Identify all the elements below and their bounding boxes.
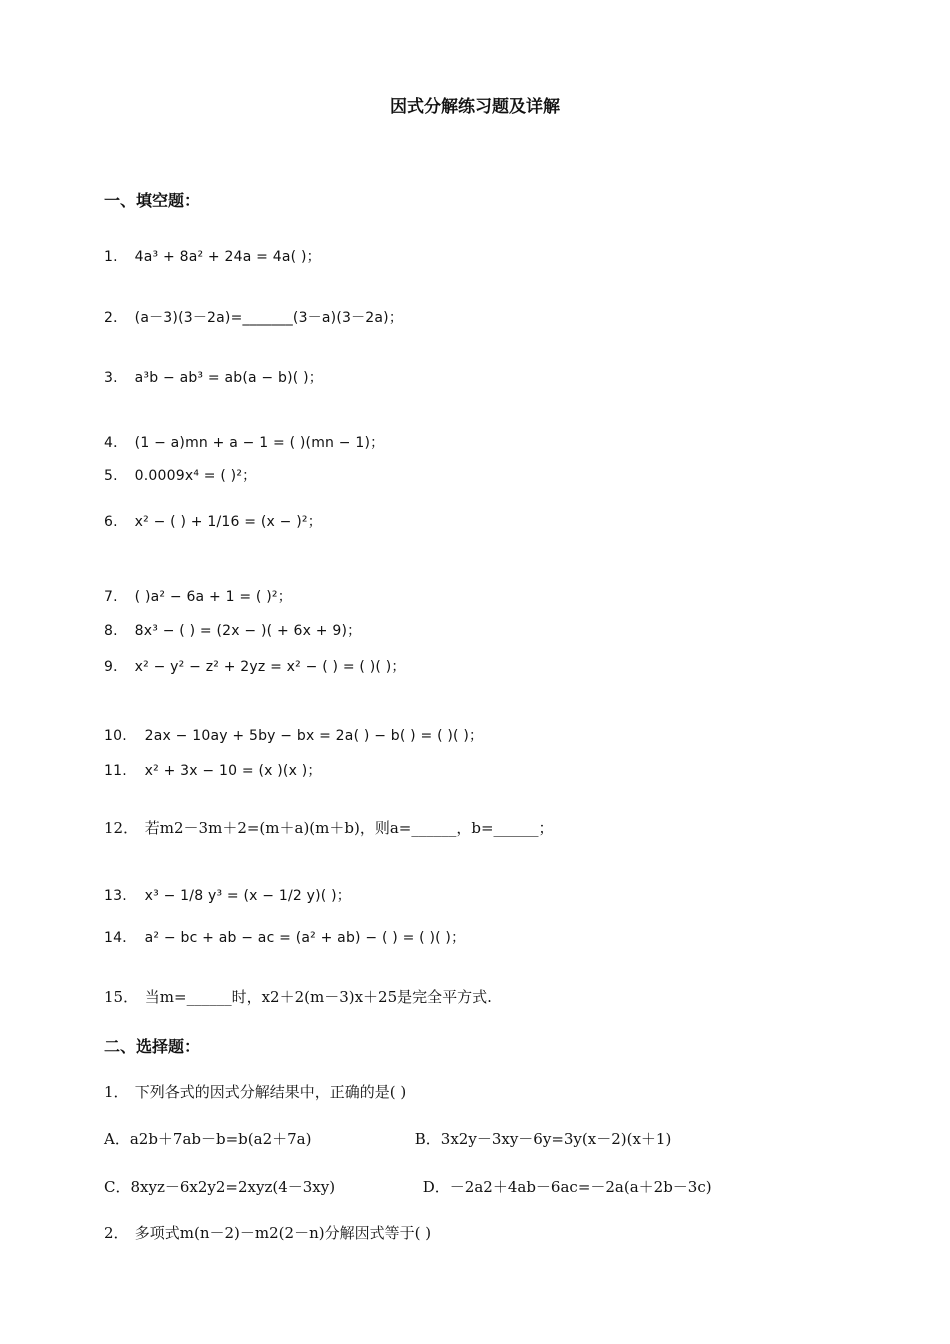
question-14: 14． a² − bc + ab − ac = (a² + ab) − ( ) = ( )( )； xyxy=(104,930,466,946)
choice-options-cd xyxy=(104,1176,712,1197)
question-2: 2． (a－3)(3－2a)=_______(3－a)(3－2a)； xyxy=(104,310,404,326)
option-d: D．－2a2＋4ab－6ac=－2a(a＋2b－3c) xyxy=(422,1178,712,1196)
question-11: 11. x² + 3x − 10 = (x )(x )； xyxy=(104,763,322,779)
question-4: 4． (1 − a)mn + a − 1 = ( )(mn − 1)； xyxy=(104,435,385,451)
question-7: 7. ( )a² − 6a + 1 = ( )²； xyxy=(104,589,292,605)
option-c: C．8xyz－6x2y2=2xyz(4－3xy) xyxy=(104,1178,336,1196)
choice-question-2: 2． 多项式m(n－2)－m2(2－n)分解因式等于( ) xyxy=(104,1224,432,1242)
option-a: A．a2b＋7ab－b=b(a2＋7a) xyxy=(104,1130,312,1148)
question-1: 1. 4a³ + 8a² + 24a = 4a( )； xyxy=(104,249,321,265)
question-3: 3. a³b − ab³ = ab(a − b)( )； xyxy=(104,370,323,386)
question-10: 10. 2ax − 10ay + 5by − bx = 2a( ) − b( ) = ( )( )； xyxy=(104,728,484,744)
question-9: 9． x² − y² − z² + 2yz = x² − ( ) = ( )( )； xyxy=(104,659,406,675)
question-12: 12． 若m2－3m＋2=(m＋a)(m＋b)，则a=______，b=______； xyxy=(104,819,554,837)
page-title: 因式分解练习题及详解 xyxy=(390,97,560,117)
question-15: 15． 当m=______时，x2＋2(m－3)x＋25是完全平方式. xyxy=(104,988,492,1006)
option-b: B．3x2y－3xy－6y=3y(x－2)(x＋1) xyxy=(414,1130,672,1148)
question-5: 5. 0.0009x⁴ = ( )²； xyxy=(104,468,257,484)
section-fill-blank: 一、填空题： xyxy=(104,191,201,210)
question-8: 8. 8x³ − ( ) = (2x − )( + 6x + 9)； xyxy=(104,623,362,639)
section-multiple-choice: 二、选择题： xyxy=(104,1037,201,1056)
question-13: 13. x³ − 1/8 y³ = (x − 1/2 y)( )； xyxy=(104,888,351,904)
question-6: 6. x² − ( ) + 1/16 = (x − )²； xyxy=(104,514,322,530)
choice-options-ab xyxy=(104,1128,671,1149)
choice-question-1: 1． 下列各式的因式分解结果中，正确的是( ) xyxy=(104,1083,407,1101)
